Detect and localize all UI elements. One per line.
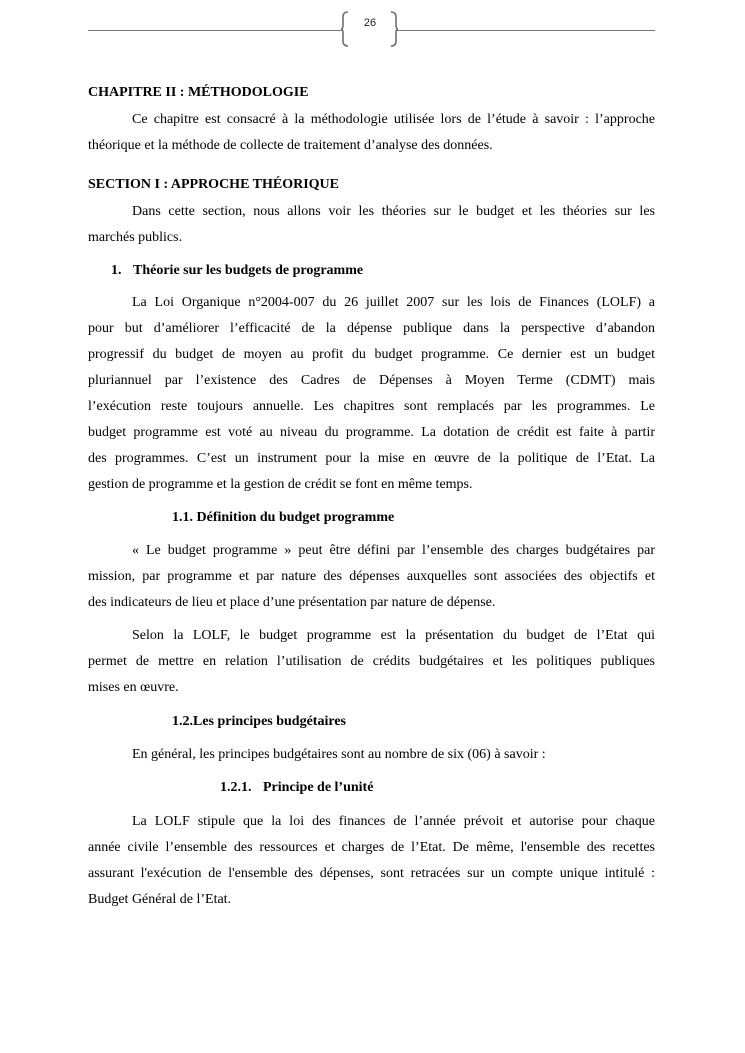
left-brace-icon (340, 11, 349, 47)
p1-line-8: gestion de programme et la gestion de crédit se font en même temps. (88, 477, 473, 492)
header-rule-right (397, 30, 655, 31)
section-intro-line-1: Dans cette section, nous allons voir les théories sur le budget et les théories sur les (132, 204, 655, 219)
heading-1-number: 1. (111, 263, 122, 278)
p3-line-1: Selon la LOLF, le budget programme est la présentation du budget de l’Etat qui (132, 628, 655, 643)
p1-line-4: pluriannuel par l’existence des Cadres de Dépenses à Moyen Terme (CDMT) mais (88, 373, 655, 388)
p1-line-7: des programmes. C’est un instrument pour la mise en œuvre de la politique de l’Etat. La (88, 451, 655, 466)
intro-line-2: théorique et la méthode de collecte de traitement d’analyse des données. (88, 138, 493, 153)
p2-line-2: mission, par programme et par nature des dépenses auxquelles sont associées des objectifs et (88, 569, 655, 584)
p5-line-3: assurant l'exécution de l'ensemble des dépenses, sont retracées sur un compte unique intitulé : (88, 866, 655, 881)
p1-line-5: l’exécution reste toujours annuelle. Les chapitres sont remplacés par les programmes. Le (88, 399, 655, 414)
heading-1-title: Théorie sur les budgets de programme (133, 263, 364, 278)
p1-line-1: La Loi Organique n°2004-007 du 26 juillet 2007 sur les lois de Finances (LOLF) a (132, 295, 655, 310)
p5-line-4: Budget Général de l’Etat. (88, 892, 232, 907)
heading-1-1: 1.1. Définition du budget programme (172, 510, 395, 525)
p2-line-1: « Le budget programme » peut être défini par l’ensemble des charges budgétaires par (132, 543, 655, 558)
intro-line-1: Ce chapitre est consacré à la méthodologie utilisée lors de l’étude à savoir : l’approche (132, 112, 655, 127)
section-title: SECTION I : APPROCHE THÉORIQUE (88, 177, 340, 192)
p5-line-1: La LOLF stipule que la loi des finances de l’année prévoit et autorise pour chaque (132, 814, 655, 829)
chapter-title: CHAPITRE II : MÉTHODOLOGIE (88, 85, 309, 100)
p4-line-1: En général, les principes budgétaires sont au nombre de six (06) à savoir : (132, 747, 546, 762)
heading-1-2-1 (220, 775, 373, 801)
p3-line-3: mises en œuvre. (88, 680, 179, 695)
right-brace-icon (390, 11, 399, 47)
header-rule-left (88, 30, 343, 31)
p2-line-3: des indicateurs de lieu et place d’une présentation par nature de dépense. (88, 595, 496, 610)
p5-line-2: année civile l’ensemble des ressources et charges de l’Etat. De même, l'ensemble des recettes (88, 840, 655, 855)
heading-1 (111, 258, 363, 284)
p3-line-2: permet de mettre en relation l’utilisation de crédits budgétaires et les politiques publiques (88, 654, 655, 669)
heading-1-2-1-number: 1.2.1. (220, 780, 252, 795)
p1-line-6: budget programme est voté au niveau du programme. La dotation de crédit est faite à partir (88, 425, 655, 440)
heading-1-2-1-title: Principe de l’unité (263, 780, 374, 795)
p1-line-3: progressif du budget de moyen au profit du budget programme. Ce dernier est un budget (88, 347, 655, 362)
section-intro-line-2: marchés publics. (88, 230, 183, 245)
p1-line-2: pour but d’améliorer l’efficacité de la dépense publique dans la perspective d’abandon (88, 321, 655, 336)
page-number: 26 (363, 17, 377, 29)
heading-1-2: 1.2.Les principes budgétaires (172, 714, 346, 729)
